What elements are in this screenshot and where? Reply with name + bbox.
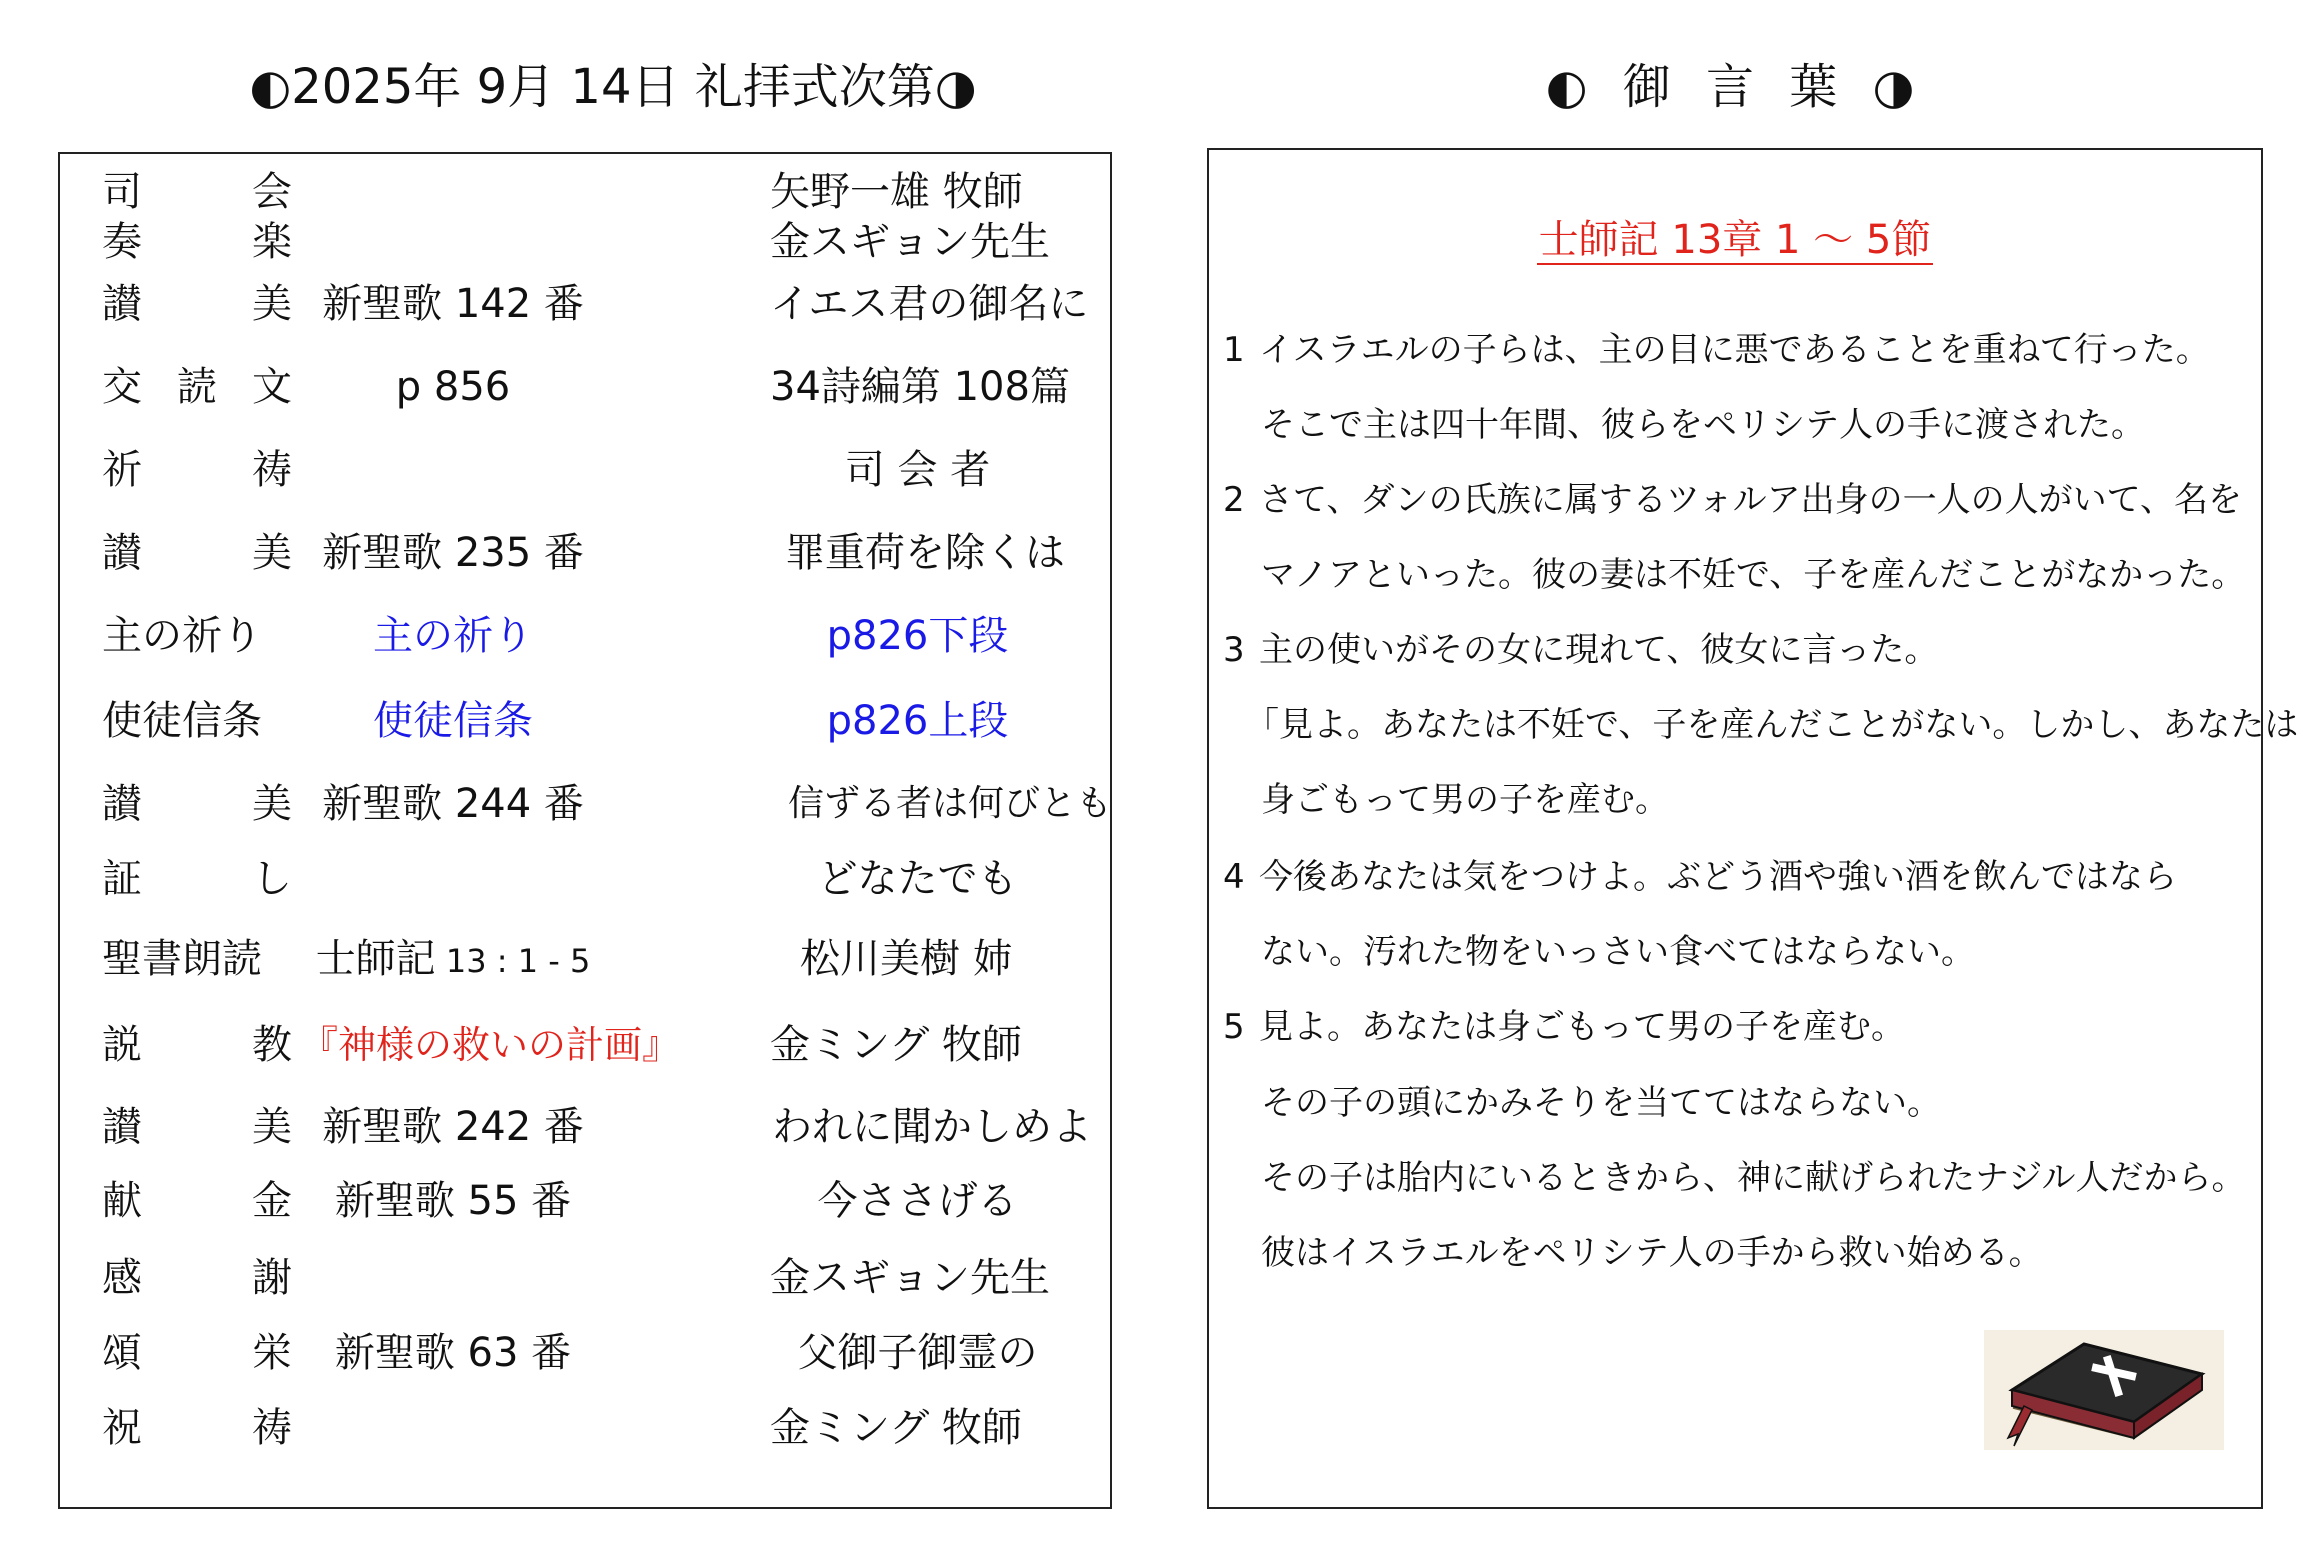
order-row xyxy=(60,518,1110,588)
order-role: 司会 xyxy=(102,169,292,215)
order-item-verses: 13 : 1 - 5 xyxy=(435,942,591,980)
order-role: 感謝 xyxy=(102,1255,292,1301)
order-row xyxy=(60,269,1110,339)
verse-number: 5 xyxy=(1223,1007,1245,1047)
scripture-reference-text: 士師記 13章 1 ～ 5節 xyxy=(1538,217,1932,263)
order-row xyxy=(60,1393,1110,1463)
order-detail: 松川美樹 姉 xyxy=(800,936,1013,982)
order-item: 新聖歌 142 番 xyxy=(322,281,584,327)
order-role: 奏楽 xyxy=(102,219,292,265)
order-role: 説教 xyxy=(102,1022,292,1068)
verse-text: 身ごもって男の子を産む。 xyxy=(1261,780,1669,820)
verse-number: 1 xyxy=(1223,330,1245,370)
order-role: 讃美 xyxy=(102,530,292,576)
order-row xyxy=(60,686,1110,756)
order-role: 祈祷 xyxy=(102,447,292,493)
order-item: 新聖歌 235 番 xyxy=(322,530,584,576)
order-detail: 今ささげる xyxy=(817,1178,1018,1224)
order-item: p 856 xyxy=(395,364,511,410)
bible-icon xyxy=(1984,1330,2224,1450)
order-role: 主の祈り xyxy=(102,613,262,659)
verse-text: 今後あなたは気をつけよ。ぶどう酒や強い酒を飲んではなら xyxy=(1259,857,2177,897)
verse-text: その子は胎内にいるときから、神に献げられたナジル人だから。 xyxy=(1261,1158,2246,1198)
order-detail: 34詩編第 108篇 xyxy=(770,364,1070,410)
order-row xyxy=(60,1092,1110,1162)
order-detail: p826下段 xyxy=(826,613,1009,659)
order-row xyxy=(60,924,1110,994)
order-detail: 父御子御霊の xyxy=(797,1330,1038,1376)
verse-text: さて、ダンの氏族に属するツォルア出身の一人の人がいて、名を xyxy=(1259,480,2242,520)
order-role: 頌栄 xyxy=(102,1330,292,1376)
order-row xyxy=(60,844,1110,914)
order-item: 新聖歌 244 番 xyxy=(322,781,584,827)
verse-number: 4 xyxy=(1223,857,1245,897)
order-row xyxy=(60,207,1110,277)
order-detail: 金スギョン先生 xyxy=(770,1255,1050,1301)
order-role: 献金 xyxy=(102,1178,292,1224)
verse-text: ない。汚れた物をいっさい食べてはならない。 xyxy=(1261,932,1975,972)
order-item: 新聖歌 242 番 xyxy=(322,1104,584,1150)
order-role: 讃美 xyxy=(102,281,292,327)
order-row xyxy=(60,1166,1110,1236)
verse-number: 3 xyxy=(1223,630,1245,670)
order-role: 証し xyxy=(102,856,292,902)
order-row xyxy=(60,1243,1110,1313)
order-item xyxy=(308,924,598,996)
order-item: 新聖歌 63 番 xyxy=(334,1330,572,1376)
order-role: 讃美 xyxy=(102,1104,292,1150)
verse-text: その子の頭にかみそりを当ててはならない。 xyxy=(1261,1083,1941,1123)
verse-text: マノアといった。彼の妻は不妊で、子を産んだことがなかった。 xyxy=(1261,555,2246,595)
order-item: 主の祈り xyxy=(373,613,533,659)
order-item-book: 士師記 xyxy=(315,936,436,982)
order-detail: 金ミング 牧師 xyxy=(770,1022,1022,1068)
order-row xyxy=(60,769,1113,839)
order-row xyxy=(60,1010,1110,1080)
verse-text: 主の使いがその女に現れて、彼女に言った。 xyxy=(1259,630,1939,670)
verse-text: そこで主は四十年間、彼らをペリシテ人の手に渡された。 xyxy=(1261,405,2145,445)
order-role: 讃美 xyxy=(102,781,292,827)
order-item: 新聖歌 55 番 xyxy=(334,1178,572,1224)
sermon-title: 『神様の救いの計画』 xyxy=(300,1023,681,1067)
order-row xyxy=(60,352,1110,422)
verse-text: 「見よ。あなたは不妊で、子を産んだことがない。しかし、あなたは xyxy=(1245,705,2299,745)
order-detail: 金ミング 牧師 xyxy=(770,1405,1022,1451)
order-role: 聖書朗読 xyxy=(102,936,262,982)
order-row xyxy=(60,1318,1110,1388)
order-detail: 罪重荷を除くは xyxy=(785,530,1065,576)
order-detail: われに聞かしめよ xyxy=(772,1104,1092,1150)
scripture-reference xyxy=(1209,210,2261,270)
verse-number: 2 xyxy=(1223,480,1245,520)
word-title: ◐ 御 言 葉 ◑ xyxy=(1545,59,1925,115)
scripture-panel xyxy=(1207,148,2299,1509)
order-detail: 矢野一雄 牧師 xyxy=(770,169,1023,215)
order-role: 交読文 xyxy=(102,364,292,410)
verse-text: 見よ。あなたは身ごもって男の子を産む。 xyxy=(1259,1007,1905,1047)
order-role: 使徒信条 xyxy=(102,698,262,744)
order-of-service-panel xyxy=(58,152,1112,1509)
order-row xyxy=(60,601,1110,671)
order-row xyxy=(60,435,1110,505)
verse-text: イスラエルの子らは、主の目に悪であることを重ねて行った。 xyxy=(1259,330,2210,370)
order-detail: 金スギョン先生 xyxy=(770,219,1050,265)
order-detail: どなたでも xyxy=(817,856,1018,902)
order-detail: イエス君の御名に xyxy=(770,281,1089,327)
verse-text: 彼はイスラエルをペリシテ人の手から救い始める。 xyxy=(1261,1233,2043,1273)
order-detail: p826上段 xyxy=(826,698,1009,744)
order-detail: 信ずる者は何びとも xyxy=(788,783,1113,824)
order-title: ◐2025年 9月 14日 礼拝式次第◑ xyxy=(249,59,977,115)
order-detail: 司 会 者 xyxy=(844,447,991,493)
order-item: 使徒信条 xyxy=(373,698,533,744)
order-role: 祝祷 xyxy=(102,1405,292,1451)
